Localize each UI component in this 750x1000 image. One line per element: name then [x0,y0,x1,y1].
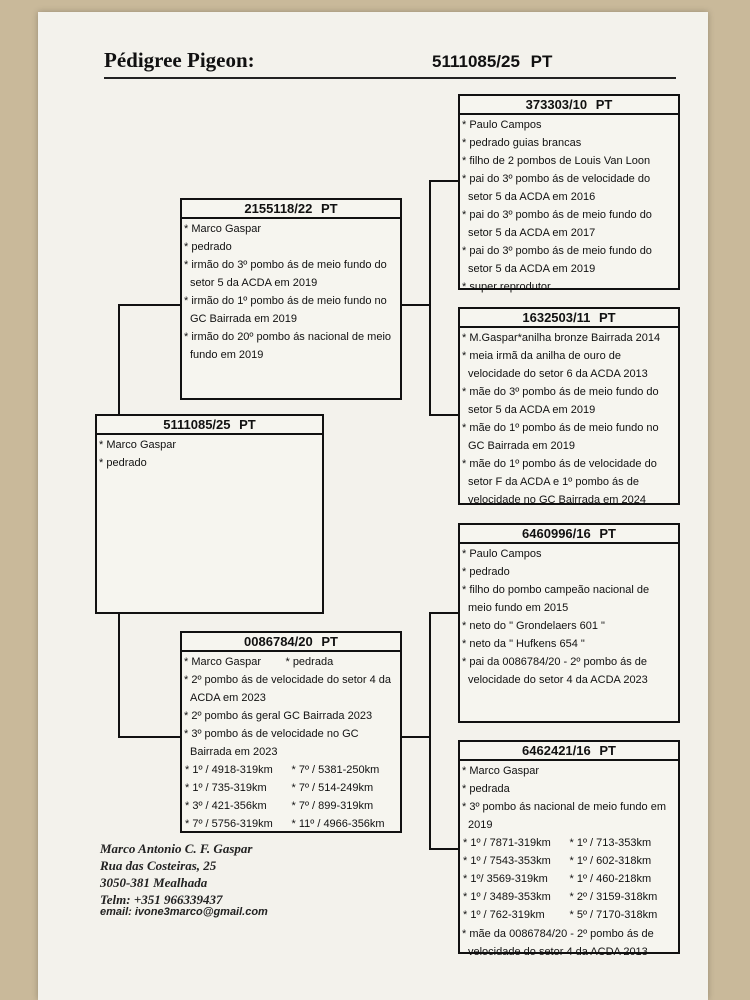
note-line: * pai do 3º pombo ás de meio fundo do setor 5 da ACDA em 2017 [462,209,652,239]
owner-address [100,840,252,908]
title-ring-number: 5111085/25 PT [432,52,553,71]
note-line: * Marco Gaspar [99,439,177,451]
note-line: * irmão do 20º pombo ás nacional de meio fundo em 2019 [184,331,392,361]
race-results [182,761,400,833]
dam-box [180,631,402,833]
race-result: * 7º / 899-319km [291,800,374,812]
main-pigeon-ring: 5111085/25 PT [97,416,322,435]
dam-ring: 0086784/20 PT [182,633,400,652]
connector-sire-h [401,304,431,306]
note-line: * irmão do 1º pombo ás de meio fundo no GC Bairrada em 2019 [184,295,387,325]
sire-box [180,198,402,400]
note-line: * pedrado guias brancas [462,137,582,149]
sire-dam-ring: 1632503/11 PT [460,309,678,328]
note-line: * pedrado [184,241,232,253]
connector-sire-sire-h [429,180,459,182]
connector-sire-v [429,180,431,416]
dam-dam-box [458,740,680,958]
note-line: * 2º pombo ás de velocidade do setor 4 da ACDA em 2023 [184,674,392,704]
race-result: * 1º / 7871-319km [463,837,551,849]
note-line: * Paulo Campos [462,548,542,560]
race-result: * 1º/ 3569-319km [463,873,548,885]
dam-dam-ring: 6462421/16 PT [460,742,678,761]
note-line: * 2º pombo ás geral GC Bairrada 2023 [184,710,373,722]
note-line: * super reprodutor [462,281,551,293]
race-result: * 1º / 7543-353km [463,855,551,867]
note-line: * pai do 3º pombo ás de velocidade do setor 5 da ACDA em 2016 [462,173,651,203]
note-line: * mãe do 1º pombo ás de meio fundo no GC Bairrada em 2019 [462,422,659,452]
race-result: * 1º / 735-319km [185,782,267,794]
note-line: * mãe da 0086784/20 - 2º pombo ás de velocidade do setor 4 da ACDA 2013 [462,928,654,958]
note-line: * meia irmã da anilha de ouro de velocidade do setor 6 da ACDA 2013 [462,350,648,380]
note-line: * pedrado [99,457,147,469]
note-line: * Marco Gaspar [462,765,540,777]
note-line: * pai do 3º pombo ás de meio fundo do setor 5 da ACDA em 2019 [462,245,652,275]
owner-name: Marco Antonio C. F. Gaspar [100,841,253,856]
page-title: Pédigree Pigeon: [104,48,255,72]
race-results [460,834,678,924]
race-result: * 5º / 7170-318km [569,909,658,921]
race-result: * 1º / 460-218km [569,873,652,885]
owner-street: Rua das Costeiras, 25 [100,858,217,873]
race-result: * 11º / 4966-356km [291,818,385,830]
race-result: * 1º / 602-318km [569,855,652,867]
connector-dam-v [429,612,431,850]
note-line: * Marco Gaspar * pedrada [184,656,334,668]
dam-sire-box [458,523,680,723]
note-line: * M.Gaspar*anilha bronze Bairrada 2014 [462,332,661,344]
sire-ring: 2155118/22 PT [182,200,400,219]
race-result: * 1º / 762-319km [463,909,545,921]
race-result: * 7º / 5756-319km [185,818,273,830]
sire-sire-ring: 373303/10 PT [460,96,678,115]
sire-sire-box [458,94,680,293]
race-result: * 2º / 3159-318km [569,891,658,903]
owner-city: 3050-381 Mealhada [100,875,208,890]
connector-sire-dam-h [429,414,459,416]
connector-main-sire-v [118,304,120,414]
note-line: * filho do pombo campeão nacional de meio fundo em 2015 [462,584,650,614]
connector-main-dam-h [118,736,180,738]
race-result: * 7º / 5381-250km [291,764,380,776]
race-result: * 1º / 4918-319km [185,764,273,776]
connector-dam-h [401,736,431,738]
sire-dam-box [458,307,680,505]
note-line: * neto da " Hufkens 654 " [462,638,585,650]
note-line: * neto do " Grondelaers 601 " [462,620,605,632]
connector-main-dam-v [118,612,120,738]
dam-sire-ring: 6460996/16 PT [460,525,678,544]
owner-phone: Telm: +351 966339437 [100,892,223,907]
connector-dam-dam-h [429,848,459,850]
note-line: * pedrada [462,783,510,795]
owner-email: email: ivone3marco@gmail.com [100,906,268,918]
connector-main-sire-h [118,304,180,306]
note-line: * pedrado [462,566,510,578]
note-line: * mãe do 1º pombo ás de velocidade do setor F da ACDA e 1º pombo ás de velocidade no GC Bairrada em 2024 [462,458,657,506]
race-result: * 1º / 3489-353km [463,891,551,903]
note-line: * filho de 2 pombos de Louis Van Loon [462,155,651,167]
note-line: * pai da 0086784/20 - 2º pombo ás de velocidade do setor 4 da ACDA 2023 [462,656,648,686]
title-underline [104,77,676,79]
note-line: * Marco Gaspar [184,223,262,235]
note-line: * 3º pombo ás nacional de meio fundo em 2019 [462,801,666,831]
note-line: * 3º pombo ás de velocidade no GC Bairrada em 2023 [184,728,359,758]
race-result: * 3º / 421-356km [185,800,267,812]
race-result: * 1º / 713-353km [569,837,652,849]
note-line: * irmão do 3º pombo ás de meio fundo do setor 5 da ACDA em 2019 [184,259,387,289]
connector-dam-sire-h [429,612,459,614]
note-line: * Paulo Campos [462,119,542,131]
race-result: * 7º / 514-249km [291,782,374,794]
main-pigeon-box [95,414,324,614]
note-line: * mãe do 3º pombo ás de meio fundo do setor 5 da ACDA em 2019 [462,386,659,416]
